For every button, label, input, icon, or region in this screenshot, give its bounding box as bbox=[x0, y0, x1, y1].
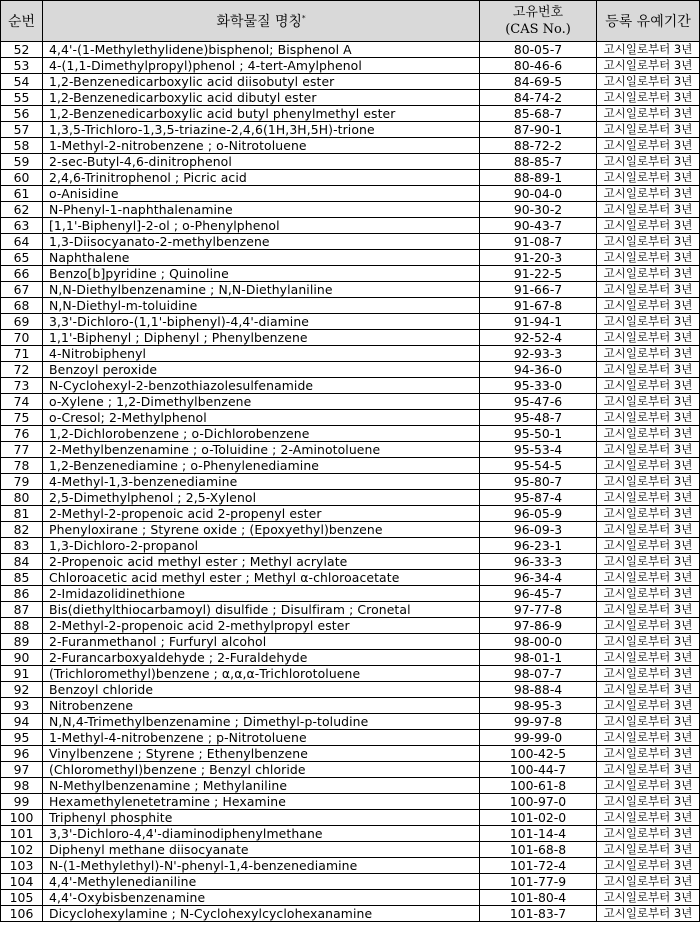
row-number: 80 bbox=[1, 490, 43, 506]
row-number: 77 bbox=[1, 442, 43, 458]
row-chemical-name: 2-Furancarboxyaldehyde ; 2-Furaldehyde bbox=[43, 650, 480, 666]
row-chemical-name: 1-Methyl-2-nitrobenzene ; o-Nitrotoluene bbox=[43, 138, 480, 154]
row-chemical-name: o-Cresol; 2-Methylphenol bbox=[43, 410, 480, 426]
row-number: 67 bbox=[1, 282, 43, 298]
row-chemical-name: Bis(diethylthiocarbamoyl) disulfide ; Disulfiram ; Cronetal bbox=[43, 602, 480, 618]
row-number: 94 bbox=[1, 714, 43, 730]
row-chemical-name: 1,3-Diisocyanato-2-methylbenzene bbox=[43, 234, 480, 250]
row-chemical-name: (Chloromethyl)benzene ; Benzyl chloride bbox=[43, 762, 480, 778]
row-cas-number: 95-53-4 bbox=[480, 442, 597, 458]
row-registration-grace-period: 고시일로부터 3년 bbox=[597, 266, 700, 282]
row-registration-grace-period: 고시일로부터 3년 bbox=[597, 778, 700, 794]
row-registration-grace-period: 고시일로부터 3년 bbox=[597, 346, 700, 362]
row-number: 90 bbox=[1, 650, 43, 666]
row-cas-number: 92-52-4 bbox=[480, 330, 597, 346]
row-registration-grace-period: 고시일로부터 3년 bbox=[597, 42, 700, 58]
row-chemical-name: 4,4'-Methylenedianiline bbox=[43, 874, 480, 890]
row-chemical-name: 4-(1,1-Dimethylpropyl)phenol ; 4-tert-Amylphenol bbox=[43, 58, 480, 74]
table-row bbox=[1, 746, 700, 762]
row-chemical-name: 4,4'-(1-Methylethylidene)bisphenol; Bisphenol A bbox=[43, 42, 480, 58]
row-number: 106 bbox=[1, 906, 43, 922]
row-chemical-name: 2-Methyl-2-propenoic acid 2-propenyl ester bbox=[43, 506, 480, 522]
table-row bbox=[1, 250, 700, 266]
row-cas-number: 100-97-0 bbox=[480, 794, 597, 810]
row-number: 61 bbox=[1, 186, 43, 202]
table-row bbox=[1, 618, 700, 634]
row-number: 52 bbox=[1, 42, 43, 58]
table-row bbox=[1, 538, 700, 554]
row-number: 57 bbox=[1, 122, 43, 138]
row-chemical-name: o-Xylene ; 1,2-Dimethylbenzene bbox=[43, 394, 480, 410]
row-cas-number: 80-05-7 bbox=[480, 42, 597, 58]
row-cas-number: 100-42-5 bbox=[480, 746, 597, 762]
table-row bbox=[1, 730, 700, 746]
row-chemical-name: Naphthalene bbox=[43, 250, 480, 266]
header-chemical-name-mark: * bbox=[302, 14, 306, 23]
row-cas-number: 95-33-0 bbox=[480, 378, 597, 394]
row-registration-grace-period: 고시일로부터 3년 bbox=[597, 522, 700, 538]
row-registration-grace-period: 고시일로부터 3년 bbox=[597, 906, 700, 922]
row-number: 71 bbox=[1, 346, 43, 362]
row-chemical-name: 1,1'-Biphenyl ; Diphenyl ; Phenylbenzene bbox=[43, 330, 480, 346]
row-registration-grace-period: 고시일로부터 3년 bbox=[597, 890, 700, 906]
table-row bbox=[1, 522, 700, 538]
table-row bbox=[1, 170, 700, 186]
table-row bbox=[1, 138, 700, 154]
table-row bbox=[1, 682, 700, 698]
row-registration-grace-period: 고시일로부터 3년 bbox=[597, 410, 700, 426]
row-chemical-name: Benzoyl peroxide bbox=[43, 362, 480, 378]
row-number: 98 bbox=[1, 778, 43, 794]
row-cas-number: 95-48-7 bbox=[480, 410, 597, 426]
row-number: 56 bbox=[1, 106, 43, 122]
row-registration-grace-period: 고시일로부터 3년 bbox=[597, 314, 700, 330]
table-row bbox=[1, 490, 700, 506]
row-cas-number: 95-87-4 bbox=[480, 490, 597, 506]
row-number: 89 bbox=[1, 634, 43, 650]
row-registration-grace-period: 고시일로부터 3년 bbox=[597, 186, 700, 202]
table-row bbox=[1, 378, 700, 394]
header-registration-grace-period: 등록 유예기간 bbox=[597, 1, 700, 42]
row-cas-number: 96-23-1 bbox=[480, 538, 597, 554]
header-cas-line2: (CAS No.) bbox=[505, 22, 571, 37]
row-registration-grace-period: 고시일로부터 3년 bbox=[597, 442, 700, 458]
row-chemical-name: 3,3'-Dichloro-(1,1'-biphenyl)-4,4'-diamine bbox=[43, 314, 480, 330]
row-chemical-name: N-Methylbenzenamine ; Methylaniline bbox=[43, 778, 480, 794]
row-registration-grace-period: 고시일로부터 3년 bbox=[597, 810, 700, 826]
header-chemical-name bbox=[43, 1, 480, 42]
row-chemical-name: 2-Methylbenzenamine ; o-Toluidine ; 2-Aminotoluene bbox=[43, 442, 480, 458]
row-number: 68 bbox=[1, 298, 43, 314]
row-number: 93 bbox=[1, 698, 43, 714]
row-cas-number: 91-66-7 bbox=[480, 282, 597, 298]
row-cas-number: 96-45-7 bbox=[480, 586, 597, 602]
table-row bbox=[1, 858, 700, 874]
table-row bbox=[1, 282, 700, 298]
table-row bbox=[1, 842, 700, 858]
row-cas-number: 98-95-3 bbox=[480, 698, 597, 714]
row-number: 96 bbox=[1, 746, 43, 762]
table-row bbox=[1, 42, 700, 58]
row-chemical-name: N-Cyclohexyl-2-benzothiazolesulfenamide bbox=[43, 378, 480, 394]
row-registration-grace-period: 고시일로부터 3년 bbox=[597, 330, 700, 346]
table-row bbox=[1, 874, 700, 890]
row-cas-number: 99-97-8 bbox=[480, 714, 597, 730]
row-registration-grace-period: 고시일로부터 3년 bbox=[597, 106, 700, 122]
row-cas-number: 95-47-6 bbox=[480, 394, 597, 410]
row-number: 97 bbox=[1, 762, 43, 778]
row-number: 62 bbox=[1, 202, 43, 218]
row-number: 103 bbox=[1, 858, 43, 874]
row-number: 69 bbox=[1, 314, 43, 330]
row-registration-grace-period: 고시일로부터 3년 bbox=[597, 762, 700, 778]
row-number: 58 bbox=[1, 138, 43, 154]
header-cas-line1: 고유번호 bbox=[512, 5, 564, 20]
row-registration-grace-period: 고시일로부터 3년 bbox=[597, 874, 700, 890]
table-row bbox=[1, 714, 700, 730]
row-registration-grace-period: 고시일로부터 3년 bbox=[597, 842, 700, 858]
row-number: 83 bbox=[1, 538, 43, 554]
table-row bbox=[1, 186, 700, 202]
header-chemical-name-label: 화학물질 명칭 bbox=[216, 14, 303, 30]
row-cas-number: 85-68-7 bbox=[480, 106, 597, 122]
row-cas-number: 98-00-0 bbox=[480, 634, 597, 650]
table-row bbox=[1, 122, 700, 138]
row-number: 70 bbox=[1, 330, 43, 346]
row-registration-grace-period: 고시일로부터 3년 bbox=[597, 122, 700, 138]
row-cas-number: 94-36-0 bbox=[480, 362, 597, 378]
row-chemical-name: 1,3,5-Trichloro-1,3,5-triazine-2,4,6(1H,3H,5H)-trione bbox=[43, 122, 480, 138]
row-number: 78 bbox=[1, 458, 43, 474]
row-number: 79 bbox=[1, 474, 43, 490]
row-registration-grace-period: 고시일로부터 3년 bbox=[597, 362, 700, 378]
table-row bbox=[1, 554, 700, 570]
row-cas-number: 84-74-2 bbox=[480, 90, 597, 106]
table-row bbox=[1, 794, 700, 810]
row-cas-number: 91-08-7 bbox=[480, 234, 597, 250]
table-row bbox=[1, 426, 700, 442]
row-number: 101 bbox=[1, 826, 43, 842]
row-number: 105 bbox=[1, 890, 43, 906]
row-registration-grace-period: 고시일로부터 3년 bbox=[597, 58, 700, 74]
table-row bbox=[1, 154, 700, 170]
row-cas-number: 84-69-5 bbox=[480, 74, 597, 90]
row-chemical-name: Benzo[b]pyridine ; Quinoline bbox=[43, 266, 480, 282]
row-number: 92 bbox=[1, 682, 43, 698]
row-chemical-name: 4-Nitrobiphenyl bbox=[43, 346, 480, 362]
row-number: 75 bbox=[1, 410, 43, 426]
row-chemical-name: 4,4'-Oxybisbenzenamine bbox=[43, 890, 480, 906]
row-registration-grace-period: 고시일로부터 3년 bbox=[597, 730, 700, 746]
row-registration-grace-period: 고시일로부터 3년 bbox=[597, 538, 700, 554]
row-registration-grace-period: 고시일로부터 3년 bbox=[597, 378, 700, 394]
row-cas-number: 80-46-6 bbox=[480, 58, 597, 74]
table-row bbox=[1, 266, 700, 282]
row-cas-number: 101-14-4 bbox=[480, 826, 597, 842]
row-registration-grace-period: 고시일로부터 3년 bbox=[597, 682, 700, 698]
table-row bbox=[1, 826, 700, 842]
table-row bbox=[1, 506, 700, 522]
table-row bbox=[1, 410, 700, 426]
row-number: 84 bbox=[1, 554, 43, 570]
row-chemical-name: N,N-Diethyl-m-toluidine bbox=[43, 298, 480, 314]
row-registration-grace-period: 고시일로부터 3년 bbox=[597, 586, 700, 602]
row-number: 81 bbox=[1, 506, 43, 522]
row-number: 88 bbox=[1, 618, 43, 634]
row-cas-number: 91-67-8 bbox=[480, 298, 597, 314]
table-row bbox=[1, 458, 700, 474]
row-number: 86 bbox=[1, 586, 43, 602]
table-row bbox=[1, 314, 700, 330]
row-cas-number: 95-54-5 bbox=[480, 458, 597, 474]
row-cas-number: 97-77-8 bbox=[480, 602, 597, 618]
row-chemical-name: 1-Methyl-4-nitrobenzene ; p-Nitrotoluene bbox=[43, 730, 480, 746]
table-row bbox=[1, 586, 700, 602]
row-number: 102 bbox=[1, 842, 43, 858]
row-chemical-name: 2-sec-Butyl-4,6-dinitrophenol bbox=[43, 154, 480, 170]
row-registration-grace-period: 고시일로부터 3년 bbox=[597, 506, 700, 522]
row-cas-number: 90-04-0 bbox=[480, 186, 597, 202]
row-registration-grace-period: 고시일로부터 3년 bbox=[597, 634, 700, 650]
row-number: 59 bbox=[1, 154, 43, 170]
row-registration-grace-period: 고시일로부터 3년 bbox=[597, 138, 700, 154]
row-cas-number: 88-85-7 bbox=[480, 154, 597, 170]
row-cas-number: 101-83-7 bbox=[480, 906, 597, 922]
row-chemical-name: Vinylbenzene ; Styrene ; Ethenylbenzene bbox=[43, 746, 480, 762]
row-chemical-name: o-Anisidine bbox=[43, 186, 480, 202]
row-registration-grace-period: 고시일로부터 3년 bbox=[597, 746, 700, 762]
table-row bbox=[1, 570, 700, 586]
row-chemical-name: Diphenyl methane diisocyanate bbox=[43, 842, 480, 858]
row-registration-grace-period: 고시일로부터 3년 bbox=[597, 282, 700, 298]
row-registration-grace-period: 고시일로부터 3년 bbox=[597, 170, 700, 186]
row-chemical-name: Hexamethylenetetramine ; Hexamine bbox=[43, 794, 480, 810]
row-chemical-name: Chloroacetic acid methyl ester ; Methyl α-chloroacetate bbox=[43, 570, 480, 586]
row-chemical-name: 1,2-Benzenediamine ; o-Phenylenediamine bbox=[43, 458, 480, 474]
row-cas-number: 91-22-5 bbox=[480, 266, 597, 282]
row-number: 54 bbox=[1, 74, 43, 90]
row-chemical-name: 1,2-Benzenedicarboxylic acid dibutyl ester bbox=[43, 90, 480, 106]
row-cas-number: 95-50-1 bbox=[480, 426, 597, 442]
row-chemical-name: 1,2-Dichlorobenzene ; o-Dichlorobenzene bbox=[43, 426, 480, 442]
row-cas-number: 101-68-8 bbox=[480, 842, 597, 858]
row-chemical-name: 2-Methyl-2-propenoic acid 2-methylpropyl ester bbox=[43, 618, 480, 634]
table-row bbox=[1, 330, 700, 346]
row-registration-grace-period: 고시일로부터 3년 bbox=[597, 698, 700, 714]
table-row bbox=[1, 602, 700, 618]
table-row bbox=[1, 474, 700, 490]
row-cas-number: 97-86-9 bbox=[480, 618, 597, 634]
table-row bbox=[1, 890, 700, 906]
row-chemical-name: (Trichloromethyl)benzene ; α,α,α-Trichlorotoluene bbox=[43, 666, 480, 682]
row-cas-number: 88-72-2 bbox=[480, 138, 597, 154]
row-number: 104 bbox=[1, 874, 43, 890]
row-registration-grace-period: 고시일로부터 3년 bbox=[597, 250, 700, 266]
row-cas-number: 91-20-3 bbox=[480, 250, 597, 266]
row-cas-number: 96-05-9 bbox=[480, 506, 597, 522]
table-row bbox=[1, 698, 700, 714]
row-cas-number: 90-43-7 bbox=[480, 218, 597, 234]
row-number: 85 bbox=[1, 570, 43, 586]
row-number: 66 bbox=[1, 266, 43, 282]
row-number: 82 bbox=[1, 522, 43, 538]
row-chemical-name: N,N-Diethylbenzenamine ; N,N-Diethylaniline bbox=[43, 282, 480, 298]
row-registration-grace-period: 고시일로부터 3년 bbox=[597, 298, 700, 314]
row-chemical-name: [1,1'-Biphenyl]-2-ol ; o-Phenylphenol bbox=[43, 218, 480, 234]
table-row bbox=[1, 666, 700, 682]
row-registration-grace-period: 고시일로부터 3년 bbox=[597, 490, 700, 506]
row-chemical-name: N-Phenyl-1-naphthalenamine bbox=[43, 202, 480, 218]
row-number: 72 bbox=[1, 362, 43, 378]
row-chemical-name: Dicyclohexylamine ; N-Cyclohexylcyclohexanamine bbox=[43, 906, 480, 922]
row-registration-grace-period: 고시일로부터 3년 bbox=[597, 202, 700, 218]
row-chemical-name: 4-Methyl-1,3-benzenediamine bbox=[43, 474, 480, 490]
row-registration-grace-period: 고시일로부터 3년 bbox=[597, 234, 700, 250]
table-row bbox=[1, 634, 700, 650]
row-registration-grace-period: 고시일로부터 3년 bbox=[597, 650, 700, 666]
row-cas-number: 88-89-1 bbox=[480, 170, 597, 186]
row-registration-grace-period: 고시일로부터 3년 bbox=[597, 714, 700, 730]
row-registration-grace-period: 고시일로부터 3년 bbox=[597, 666, 700, 682]
table-row bbox=[1, 90, 700, 106]
row-chemical-name: Phenyloxirane ; Styrene oxide ; (Epoxyethyl)benzene bbox=[43, 522, 480, 538]
row-chemical-name: 2-Imidazolidinethione bbox=[43, 586, 480, 602]
table-row bbox=[1, 298, 700, 314]
row-registration-grace-period: 고시일로부터 3년 bbox=[597, 858, 700, 874]
row-number: 74 bbox=[1, 394, 43, 410]
table-row bbox=[1, 778, 700, 794]
row-chemical-name: 1,2-Benzenedicarboxylic acid diisobutyl ester bbox=[43, 74, 480, 90]
row-chemical-name: Triphenyl phosphite bbox=[43, 810, 480, 826]
row-registration-grace-period: 고시일로부터 3년 bbox=[597, 394, 700, 410]
table-row bbox=[1, 810, 700, 826]
row-chemical-name: Benzoyl chloride bbox=[43, 682, 480, 698]
table-row bbox=[1, 346, 700, 362]
row-chemical-name: 2,4,6-Trinitrophenol ; Picric acid bbox=[43, 170, 480, 186]
row-cas-number: 96-33-3 bbox=[480, 554, 597, 570]
row-cas-number: 98-88-4 bbox=[480, 682, 597, 698]
table-row bbox=[1, 106, 700, 122]
row-registration-grace-period: 고시일로부터 3년 bbox=[597, 218, 700, 234]
row-number: 65 bbox=[1, 250, 43, 266]
table-body bbox=[1, 42, 700, 922]
row-cas-number: 96-09-3 bbox=[480, 522, 597, 538]
table-row bbox=[1, 650, 700, 666]
table-row bbox=[1, 906, 700, 922]
row-number: 87 bbox=[1, 602, 43, 618]
row-chemical-name: 3,3'-Dichloro-4,4'-diaminodiphenylmethane bbox=[43, 826, 480, 842]
row-number: 95 bbox=[1, 730, 43, 746]
table-row bbox=[1, 762, 700, 778]
row-registration-grace-period: 고시일로부터 3년 bbox=[597, 826, 700, 842]
row-number: 73 bbox=[1, 378, 43, 394]
row-chemical-name: 1,2-Benzenedicarboxylic acid butyl phenylmethyl ester bbox=[43, 106, 480, 122]
row-cas-number: 96-34-4 bbox=[480, 570, 597, 586]
row-chemical-name: 2-Furanmethanol ; Furfuryl alcohol bbox=[43, 634, 480, 650]
row-registration-grace-period: 고시일로부터 3년 bbox=[597, 154, 700, 170]
row-cas-number: 98-07-7 bbox=[480, 666, 597, 682]
header-number: 순번 bbox=[1, 1, 43, 42]
row-cas-number: 98-01-1 bbox=[480, 650, 597, 666]
row-registration-grace-period: 고시일로부터 3년 bbox=[597, 474, 700, 490]
row-chemical-name: Nitrobenzene bbox=[43, 698, 480, 714]
row-chemical-name: 2,5-Dimethylphenol ; 2,5-Xylenol bbox=[43, 490, 480, 506]
table-row bbox=[1, 218, 700, 234]
row-chemical-name: N,N,4-Trimethylbenzenamine ; Dimethyl-p-toludine bbox=[43, 714, 480, 730]
row-registration-grace-period: 고시일로부터 3년 bbox=[597, 602, 700, 618]
row-number: 99 bbox=[1, 794, 43, 810]
row-cas-number: 101-02-0 bbox=[480, 810, 597, 826]
row-number: 91 bbox=[1, 666, 43, 682]
table-header-row bbox=[1, 1, 700, 42]
row-number: 76 bbox=[1, 426, 43, 442]
row-number: 100 bbox=[1, 810, 43, 826]
row-number: 53 bbox=[1, 58, 43, 74]
row-chemical-name: 2-Propenoic acid methyl ester ; Methyl acrylate bbox=[43, 554, 480, 570]
row-chemical-name: 1,3-Dichloro-2-propanol bbox=[43, 538, 480, 554]
row-cas-number: 90-30-2 bbox=[480, 202, 597, 218]
row-number: 60 bbox=[1, 170, 43, 186]
row-registration-grace-period: 고시일로부터 3년 bbox=[597, 570, 700, 586]
row-cas-number: 100-44-7 bbox=[480, 762, 597, 778]
row-cas-number: 100-61-8 bbox=[480, 778, 597, 794]
table-row bbox=[1, 74, 700, 90]
table-row bbox=[1, 234, 700, 250]
table-row bbox=[1, 202, 700, 218]
row-registration-grace-period: 고시일로부터 3년 bbox=[597, 794, 700, 810]
table-row bbox=[1, 58, 700, 74]
row-cas-number: 101-80-4 bbox=[480, 890, 597, 906]
row-number: 63 bbox=[1, 218, 43, 234]
row-registration-grace-period: 고시일로부터 3년 bbox=[597, 554, 700, 570]
header-cas-number bbox=[480, 1, 597, 42]
row-cas-number: 91-94-1 bbox=[480, 314, 597, 330]
table-row bbox=[1, 362, 700, 378]
row-cas-number: 99-99-0 bbox=[480, 730, 597, 746]
row-registration-grace-period: 고시일로부터 3년 bbox=[597, 426, 700, 442]
row-cas-number: 101-72-4 bbox=[480, 858, 597, 874]
row-registration-grace-period: 고시일로부터 3년 bbox=[597, 90, 700, 106]
row-registration-grace-period: 고시일로부터 3년 bbox=[597, 74, 700, 90]
row-cas-number: 92-93-3 bbox=[480, 346, 597, 362]
row-cas-number: 87-90-1 bbox=[480, 122, 597, 138]
row-cas-number: 101-77-9 bbox=[480, 874, 597, 890]
row-chemical-name: N-(1-Methylethyl)-N'-phenyl-1,4-benzenediamine bbox=[43, 858, 480, 874]
row-number: 55 bbox=[1, 90, 43, 106]
row-cas-number: 95-80-7 bbox=[480, 474, 597, 490]
row-registration-grace-period: 고시일로부터 3년 bbox=[597, 458, 700, 474]
table-row bbox=[1, 394, 700, 410]
row-number: 64 bbox=[1, 234, 43, 250]
row-registration-grace-period: 고시일로부터 3년 bbox=[597, 618, 700, 634]
table-row bbox=[1, 442, 700, 458]
